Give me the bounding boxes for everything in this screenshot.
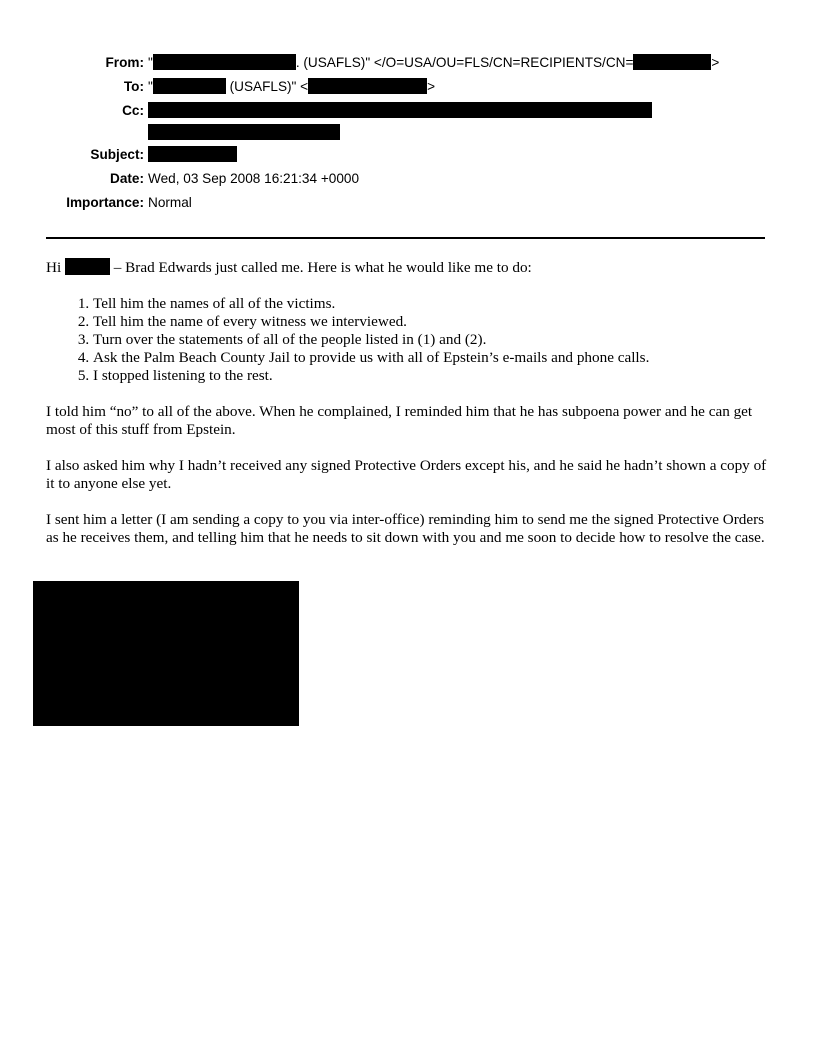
to-close: > xyxy=(427,79,436,94)
greeting-suffix: – Brad Edwards just called me. Here is what he would like me to do: xyxy=(109,259,532,276)
from-row xyxy=(0,53,816,73)
from-address-text: . (USAFLS)" </O=USA/OU=FLS/CN=RECIPIENTS/CN= xyxy=(295,55,634,70)
date-row xyxy=(0,169,816,189)
importance-row xyxy=(0,193,816,213)
cc-value xyxy=(148,101,652,121)
from-open-quote: " xyxy=(148,55,153,70)
paragraph: I also asked him why I hadn’t received any signed Protective Orders except his, and he said he hadn’t shown a copy of it to anyone else yet. xyxy=(46,457,767,492)
redaction-block xyxy=(148,124,340,140)
list-item: 5. I stopped listening to the rest. xyxy=(93,367,774,385)
cc-label: Cc: xyxy=(122,103,144,118)
header-divider xyxy=(46,237,765,239)
to-open-quote: " xyxy=(148,79,153,94)
greeting-line xyxy=(46,258,774,277)
date-label: Date: xyxy=(110,171,144,186)
email-body xyxy=(46,258,774,565)
from-close: > xyxy=(711,55,720,70)
date-value: Wed, 03 Sep 2008 16:21:34 +0000 xyxy=(148,171,360,186)
paragraph: I told him “no” to all of the above. When he complained, I reminded him that he has subpoena power and he can get most of this stuff from Epstein. xyxy=(46,403,753,438)
to-label: To: xyxy=(123,79,144,94)
to-value xyxy=(148,77,435,97)
from-value xyxy=(148,53,719,73)
subject-label: Subject: xyxy=(90,147,144,162)
list-item: 3. Turn over the statements of all of the people listed in (1) and (2). xyxy=(93,331,774,349)
list-item: 1. Tell him the names of all of the victims. xyxy=(93,295,774,313)
redaction-block xyxy=(65,258,110,275)
subject-row xyxy=(0,145,816,165)
importance-label: Importance: xyxy=(66,195,144,210)
signature-redaction-block xyxy=(33,581,299,726)
redaction-block xyxy=(148,146,237,162)
redaction-block xyxy=(148,102,652,118)
cc-value-continued xyxy=(148,123,340,143)
list-item: 2. Tell him the name of every witness we interviewed. xyxy=(93,313,774,331)
list-item: 4. Ask the Palm Beach County Jail to provide us with all of Epstein’s e-mails and phone calls. xyxy=(93,349,774,367)
subject-value xyxy=(148,145,237,165)
cc-row-continued xyxy=(0,123,816,143)
from-label: From: xyxy=(105,55,144,70)
to-row xyxy=(0,77,816,97)
greeting-prefix: Hi xyxy=(46,259,65,276)
paragraph: I sent him a letter (I am sending a copy to you via inter-office) reminding him to send me the signed Protective Orders as he receives them, and telling him that he needs to sit down with you and me soon to decide how to resolve the case. xyxy=(46,511,765,546)
importance-value: Normal xyxy=(148,195,192,210)
redaction-block xyxy=(633,54,711,70)
cc-row xyxy=(0,101,816,121)
to-address-text: (USAFLS)" < xyxy=(225,79,309,94)
request-list xyxy=(46,295,774,385)
redaction-block xyxy=(308,78,427,94)
redaction-block xyxy=(153,54,296,70)
redaction-block xyxy=(153,78,226,94)
